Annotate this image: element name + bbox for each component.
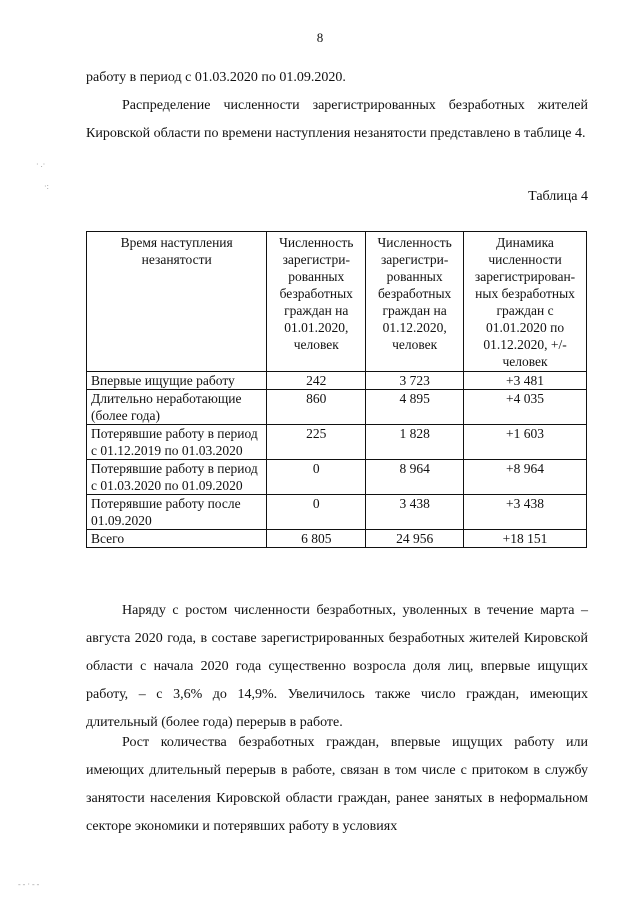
cell-count-2020-01-01: 0	[267, 495, 366, 530]
table-row	[87, 495, 587, 530]
continuation-line: работу в период с 01.03.2020 по 01.09.2020.	[86, 70, 346, 85]
cell-dynamics: +1 603	[464, 425, 587, 460]
cell-dynamics: +8 964	[464, 460, 587, 495]
table-row	[87, 372, 587, 390]
cell-count-2020-01-01: 0	[267, 460, 366, 495]
cell-count-2020-01-01: 6 805	[267, 530, 366, 548]
row-label: Всего	[87, 530, 267, 548]
header-unemployment-time: Время наступления незанятости	[87, 232, 267, 372]
row-label: Потерявшие работу в период с 01.03.2020 по 01.09.2020	[87, 460, 267, 495]
scan-artifact: · .·	[36, 160, 46, 169]
table-row	[87, 460, 587, 495]
cell-count-2020-12-01: 8 964	[366, 460, 464, 495]
paragraph-distribution-intro: Распределение численности зарегистрированных безработных жителей Кировской области по времени наступления незанятости представлено в таблице 4.	[86, 98, 588, 141]
table-caption: Таблица 4	[528, 189, 588, 204]
table-header-row	[87, 232, 587, 372]
cell-dynamics: +18 151	[464, 530, 587, 548]
cell-count-2020-12-01: 4 895	[366, 390, 464, 425]
cell-dynamics: +4 035	[464, 390, 587, 425]
cell-count-2020-12-01: 3 438	[366, 495, 464, 530]
cell-dynamics: +3 438	[464, 495, 587, 530]
header-dynamics: Динамика численности зарегистрирован-ных безработных граждан с 01.01.2020 по 01.12.2020, +/- человек	[464, 232, 587, 372]
row-label: Потерявшие работу в период с 01.12.2019 по 01.03.2020	[87, 425, 267, 460]
header-count-2020-01-01: Численность зарегистри-рованных безработных граждан на 01.01.2020, человек	[267, 232, 366, 372]
scan-artifact: ·:	[44, 182, 49, 191]
unemployment-table	[86, 231, 587, 548]
paragraph-growth-analysis: Наряду с ростом численности безработных, уволенных в течение марта – августа 2020 года, в составе зарегистрированных безработных жителей Кировской области с начала 2020 года существенно возросла доля лиц, впервые ищущих работу, – с 3,6% до 14,9%. Увеличилось также число граждан, имеющих длительный (более года) перерыв в работе.	[86, 603, 588, 730]
cell-count-2020-01-01: 225	[267, 425, 366, 460]
page-number: 8	[316, 30, 324, 45]
cell-dynamics: +3 481	[464, 372, 587, 390]
table-row	[87, 390, 587, 425]
row-label: Впервые ищущие работу	[87, 372, 267, 390]
scan-artifact: - - · - -	[18, 880, 40, 889]
cell-count-2020-01-01: 860	[267, 390, 366, 425]
header-count-2020-12-01: Численность зарегистри-рованных безработных граждан на 01.12.2020, человек	[366, 232, 464, 372]
table-row	[87, 425, 587, 460]
cell-count-2020-12-01: 24 956	[366, 530, 464, 548]
row-label: Потерявшие работу после 01.09.2020	[87, 495, 267, 530]
row-label: Длительно неработающие (более года)	[87, 390, 267, 425]
cell-count-2020-12-01: 1 828	[366, 425, 464, 460]
table-total-row	[87, 530, 587, 548]
paragraph-informal-sector: Рост количества безработных граждан, впервые ищущих работу или имеющих длительный перерыв в работе, связан в том числе с притоком в службу занятости населения Кировской области граждан, ранее занятых в неформальном секторе экономики и потерявших работу в условиях	[86, 735, 588, 834]
cell-count-2020-12-01: 3 723	[366, 372, 464, 390]
cell-count-2020-01-01: 242	[267, 372, 366, 390]
